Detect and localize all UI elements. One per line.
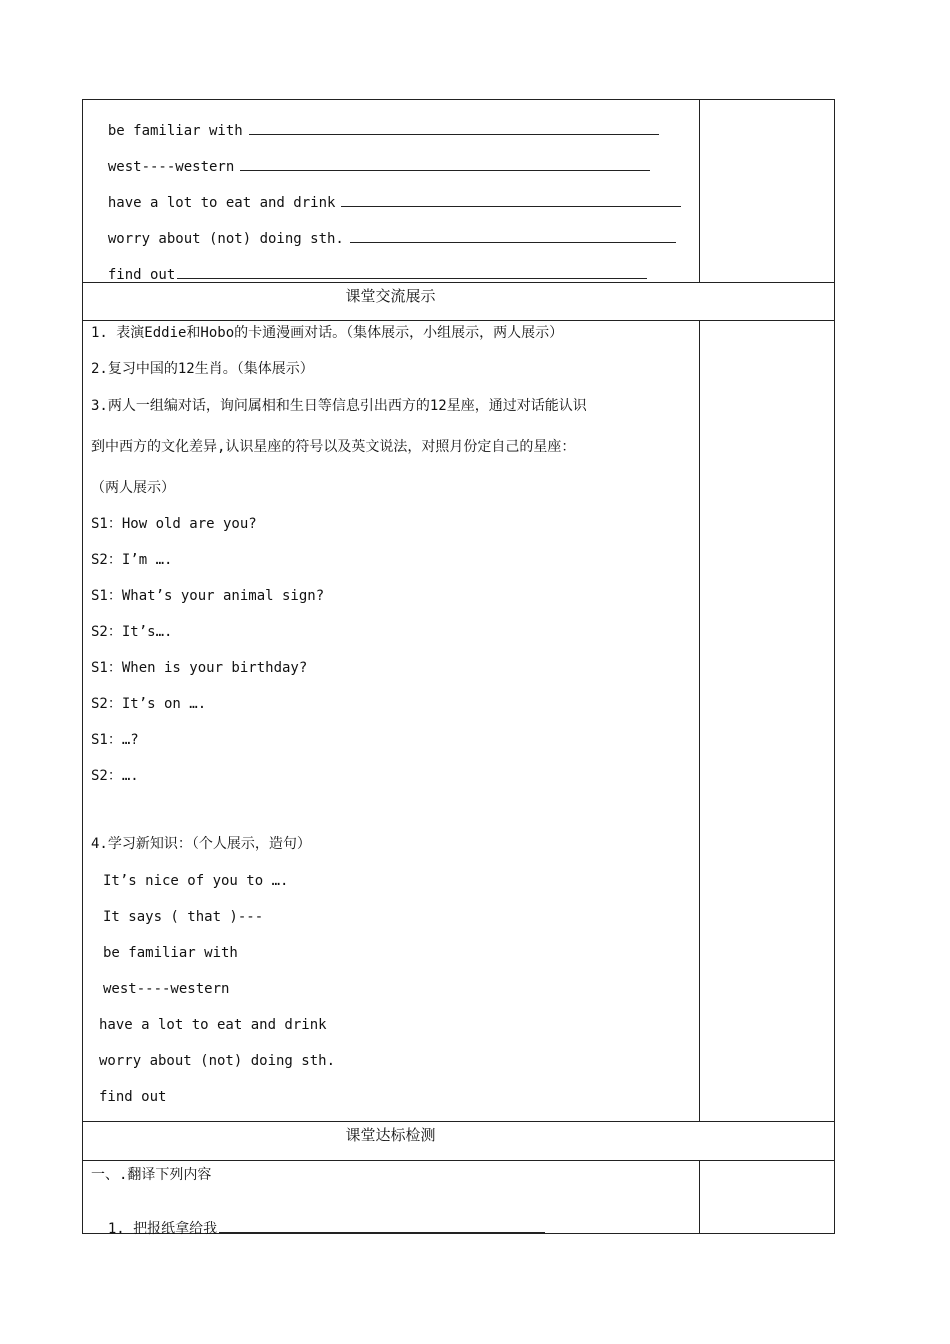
- phrase-line: have a lot to eat and drink: [99, 1017, 327, 1033]
- dialogue-line: S1：When is your birthday?: [91, 660, 308, 676]
- phrase-line: find out: [99, 1089, 167, 1105]
- answer-blank[interactable]: [249, 122, 659, 135]
- test-instruction: 一、.翻译下列内容: [91, 1167, 212, 1183]
- activity-item: 1. 表演Eddie和Hobo的卡通漫画对话。（集体展示，小组展示，两人展示）: [91, 325, 564, 341]
- dialogue-line: S1：How old are you?: [91, 516, 257, 532]
- phrase-line: be familiar with: [103, 945, 238, 961]
- answer-blank[interactable]: [350, 230, 676, 243]
- phrase-line: worry about (not) doing sth.: [99, 1053, 336, 1069]
- vocab-label: find out: [107, 267, 176, 283]
- activity-item: 2.复习中国的12生肖。（集体展示）: [91, 361, 314, 377]
- answer-blank[interactable]: [341, 194, 681, 207]
- column-divider: [699, 320, 700, 1121]
- vocab-item: [91, 104, 659, 140]
- answer-blank[interactable]: [240, 158, 650, 171]
- test-question: [91, 1202, 545, 1238]
- dialogue-line: S2：….: [91, 768, 139, 784]
- vocab-label: worry about (not) doing sth.: [107, 231, 344, 247]
- column-divider: [699, 99, 700, 282]
- vocab-item: [91, 176, 681, 212]
- vocab-label: west----western: [107, 159, 235, 175]
- vocab-label: have a lot to eat and drink: [107, 195, 336, 211]
- activity-item: 4.学习新知识：（个人展示，造句）: [91, 836, 311, 852]
- phrase-line: It’s nice of you to ….: [103, 873, 289, 889]
- row-divider: [82, 320, 835, 321]
- activity-item: 3.两人一组编对话，询问属相和生日等信息引出西方的12星座，通过对话能认识: [91, 398, 587, 414]
- phrase-line: west----western: [103, 981, 230, 997]
- phrase-line: It says ( that )---: [103, 909, 264, 925]
- vocab-item: [91, 248, 647, 284]
- dialogue-line: S2：It’s on ….: [91, 696, 207, 712]
- activity-item: 到中西方的文化差异,认识星座的符号以及英文说法，对照月份定自己的星座：: [91, 439, 576, 455]
- row-divider: [82, 1160, 835, 1161]
- vocab-label: be familiar with: [107, 123, 243, 139]
- activity-item: （两人展示）: [91, 480, 175, 496]
- vocab-item: [91, 212, 676, 248]
- dialogue-line: S1：…?: [91, 732, 139, 748]
- dialogue-line: S2：I’m ….: [91, 552, 173, 568]
- dialogue-line: S2：It’s….: [91, 624, 173, 640]
- vocab-item: [91, 140, 650, 176]
- section-title-test: 课堂达标检测: [345, 1126, 436, 1144]
- section-title-exchange: 课堂交流展示: [345, 287, 436, 305]
- row-divider: [82, 1121, 835, 1122]
- column-divider: [699, 1160, 700, 1234]
- answer-blank[interactable]: [177, 266, 647, 279]
- answer-blank[interactable]: [219, 1220, 545, 1233]
- question-text: 1. 把报纸拿给我: [107, 1221, 218, 1237]
- dialogue-line: S1：What’s your animal sign?: [91, 588, 325, 604]
